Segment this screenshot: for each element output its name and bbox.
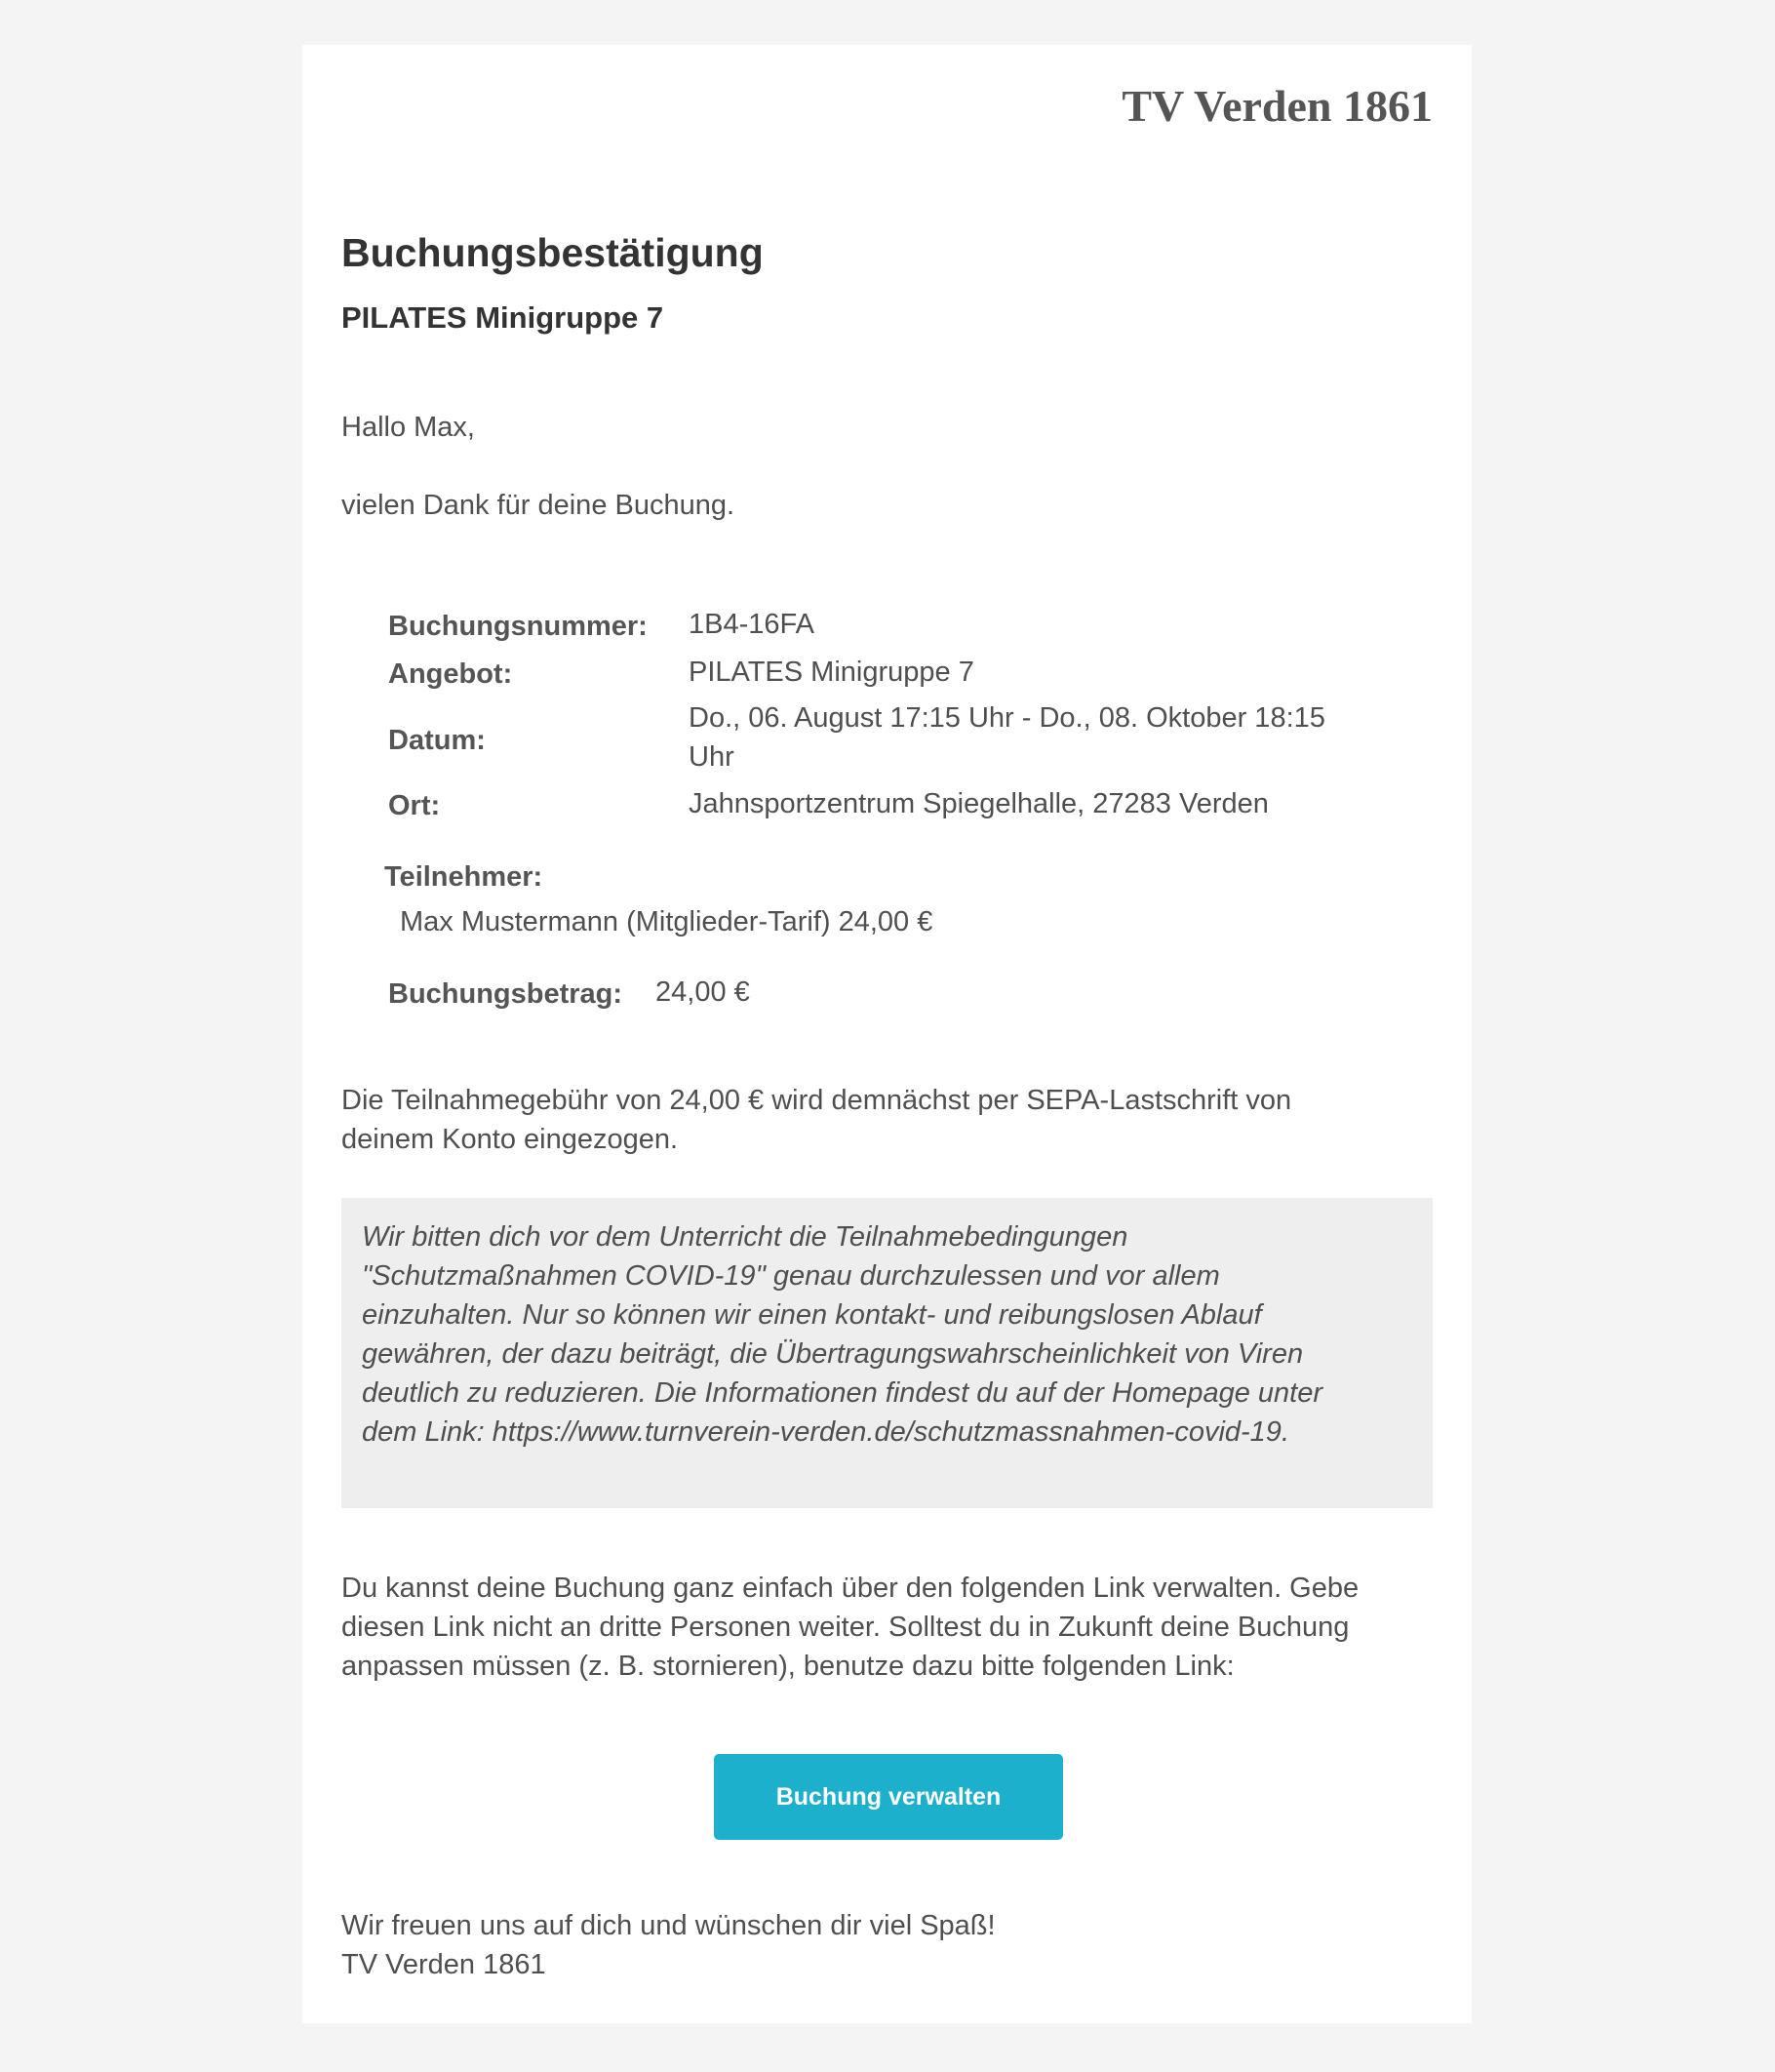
notice-line: deutlich zu reduzieren. Die Informationen findest du auf der Homepage unter bbox=[362, 1377, 1322, 1409]
notice-line: einzuhalten. Nur so können wir einen kontakt- und reibungslosen Ablauf bbox=[362, 1299, 1262, 1331]
date-label: Datum: bbox=[388, 725, 486, 756]
booking-number-label: Buchungsnummer: bbox=[388, 611, 648, 642]
notice-line: dem Link: https://www.turnverein-verden.de/schutzmassnahmen-covid-19. bbox=[362, 1416, 1289, 1448]
booking-number-value: 1B4-16FA bbox=[689, 609, 814, 640]
offer-label: Angebot: bbox=[388, 658, 513, 690]
thanks-text: vielen Dank für deine Buchung. bbox=[341, 490, 735, 521]
payment-text-line1: Die Teilnahmegebühr von 24,00 € wird demnächst per SEPA-Lastschrift von bbox=[341, 1085, 1292, 1116]
location-value: Jahnsportzentrum Spiegelhalle, 27283 Verden bbox=[689, 788, 1269, 819]
notice-line: Wir bitten dich vor dem Unterricht die Teilnahmebedingungen bbox=[362, 1221, 1128, 1253]
closing-signature: TV Verden 1861 bbox=[341, 1949, 546, 1980]
email-card bbox=[302, 45, 1472, 2023]
covid-notice-text bbox=[362, 1217, 1415, 1452]
manage-booking-button-label: Buchung verwalten bbox=[775, 1782, 1002, 1811]
notice-line: gewähren, der dazu beiträgt, die Übertragungswahrscheinlichkeit von Viren bbox=[362, 1338, 1304, 1370]
manage-text-line3: anpassen müssen (z. B. stornieren), benutze dazu bitte folgenden Link: bbox=[341, 1651, 1235, 1682]
payment-text-line2: deinem Konto eingezogen. bbox=[341, 1124, 679, 1155]
total-value: 24,00 € bbox=[655, 976, 750, 1008]
date-value-line2: Uhr bbox=[689, 741, 734, 773]
closing-line1: Wir freuen uns auf dich und wünschen dir viel Spaß! bbox=[341, 1910, 996, 1941]
location-label: Ort: bbox=[388, 790, 441, 821]
manage-text-line2: diesen Link nicht an dritte Personen weiter. Solltest du in Zukunft deine Buchung bbox=[341, 1612, 1350, 1643]
greeting: Hallo Max, bbox=[341, 412, 475, 443]
manage-text-line1: Du kannst deine Buchung ganz einfach über den folgenden Link verwalten. Gebe bbox=[341, 1573, 1360, 1604]
manage-booking-button[interactable] bbox=[714, 1754, 1063, 1840]
page-title: Buchungsbestätigung bbox=[341, 230, 764, 275]
offer-value: PILATES Minigruppe 7 bbox=[689, 657, 974, 688]
total-label: Buchungsbetrag: bbox=[388, 978, 623, 1010]
brand-logo-text: TV Verden 1861 bbox=[1122, 81, 1433, 131]
participant-item: Max Mustermann (Mitglieder-Tarif) 24,00 € bbox=[400, 906, 933, 937]
participants-label: Teilnehmer: bbox=[384, 861, 543, 893]
notice-line: "Schutzmaßnahmen COVID-19" genau durchzulessen und vor allem bbox=[362, 1260, 1220, 1292]
date-value-line1: Do., 06. August 17:15 Uhr - Do., 08. Oktober 18:15 bbox=[689, 702, 1325, 734]
covid-notice-box bbox=[341, 1198, 1433, 1508]
offer-subtitle: PILATES Minigruppe 7 bbox=[341, 300, 664, 335]
